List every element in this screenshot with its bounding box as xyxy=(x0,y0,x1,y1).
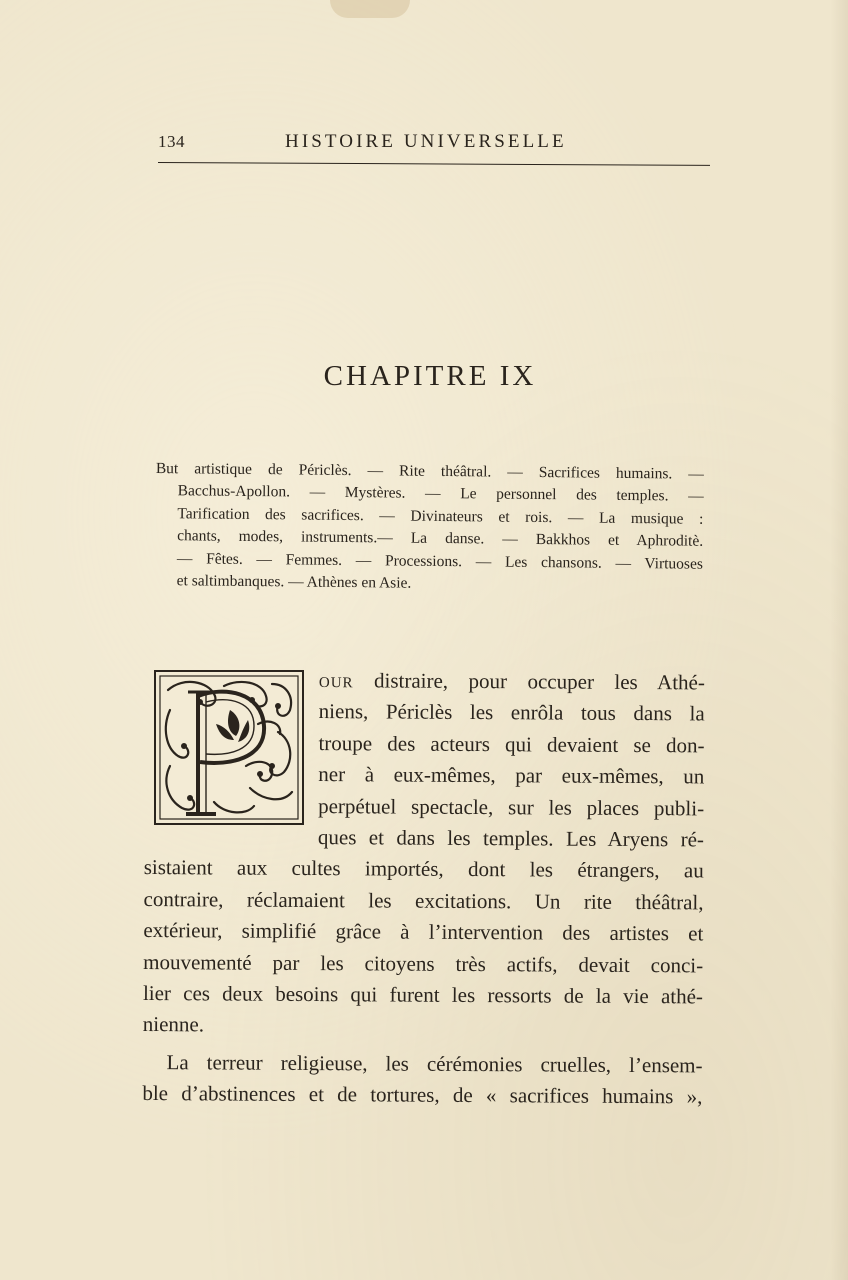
summary-line: But artistique de Périclès. — Rite théâtral. — Sacrifices humains. — xyxy=(155,459,704,483)
body-line: sistaient aux cultes importés, dont les étrangers, au xyxy=(143,855,704,883)
body-text xyxy=(142,664,705,1113)
summary-line: chants, modes, instruments.— La danse. — Bakkhos et Aphroditè. xyxy=(177,527,704,550)
body-line xyxy=(319,665,705,699)
page-edge-shadow xyxy=(830,0,848,1280)
summary-line: Bacchus-Apollon. — Mystères. — Le personnel des temples. — xyxy=(177,482,704,506)
body-line: extérieur, simplifié grâce à l’intervention des artistes et xyxy=(143,918,704,946)
body-line: ble d’abstinences et de tortures, de « sacrifices humains », xyxy=(142,1081,703,1109)
body-line: ques et dans les temples. Les Aryens ré- xyxy=(317,825,705,852)
body-line: troupe des acteurs qui devaient se don- xyxy=(318,730,705,758)
body-line: nienne. xyxy=(142,1012,205,1037)
body-line-text: distraire, pour occuper les Athé- xyxy=(373,668,705,695)
running-head xyxy=(158,130,710,158)
page-number: 134 xyxy=(158,132,185,151)
body-line: La terreur religieuse, les cérémonies cruelles, l’ensem- xyxy=(166,1050,703,1078)
body-line: lier ces deux besoins qui furent les ressorts de la vie athé- xyxy=(142,981,704,1009)
summary-line: — Fêtes. — Femmes. — Processions. — Les chansons. — Virtuoses xyxy=(176,549,704,573)
summary-line: Tarification des sacrifices. — Divinateurs et rois. — La musique : xyxy=(177,505,704,528)
running-title: HISTOIRE UNIVERSELLE xyxy=(285,131,567,152)
chapter-title: CHAPITRE IX xyxy=(323,360,537,392)
body-line: ner à eux-mêmes, par eux-mêmes, un xyxy=(318,762,705,789)
summary-line: et saltimbanques. — Athènes en Asie. xyxy=(176,572,412,592)
paper-stain xyxy=(330,0,410,18)
header-rule xyxy=(158,162,710,166)
body-line: contraire, réclamaient les excitations. Un rite théâtral, xyxy=(143,886,704,915)
body-line: perpétuel spectacle, sur les places publi- xyxy=(318,793,705,821)
chapter-summary xyxy=(155,458,704,598)
body-line: niens, Périclès les enrôla tous dans la xyxy=(318,699,705,726)
body-line: mouvementé par les citoyens très actifs, devait conci- xyxy=(143,949,704,978)
drop-cap-word-rest: our xyxy=(318,668,354,693)
